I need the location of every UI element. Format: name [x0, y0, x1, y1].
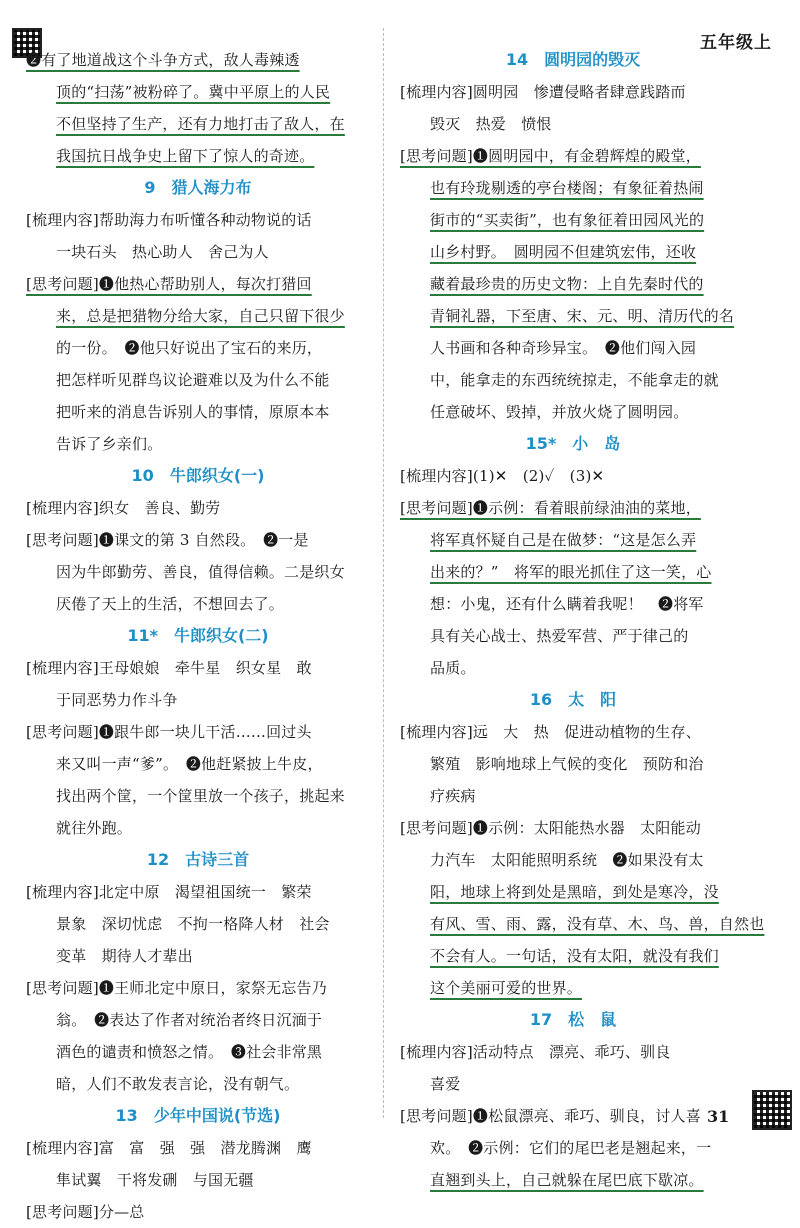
line-text: [梳理内容]王母娘娘 牵牛星 织女星 敢: [26, 659, 312, 677]
line-text: [思考问题]❶松鼠漂亮、乖巧、驯良，讨人喜: [400, 1107, 701, 1125]
line-text: [梳理内容](1)✕ (2)✓ (3)✕: [400, 467, 605, 485]
line-text: 来又叫一声“爹”。 ❷他赶紧披上牛皮，: [56, 755, 323, 773]
line-text: 藏着最珍贵的历史文物：上自先秦时代的: [430, 275, 704, 293]
text-line: [400, 524, 746, 556]
text-line: [400, 1036, 746, 1068]
line-text: 来，总是把猎物分给大家，自己只留下很少: [56, 307, 345, 325]
text-line: [26, 300, 370, 332]
text-line: [400, 460, 746, 492]
text-line: [400, 1068, 746, 1100]
text-line: [400, 1132, 746, 1164]
line-text: 任意破坏、毁掉，并放火烧了圆明园。: [430, 403, 689, 421]
line-text: 厌倦了天上的生活，不想回去了。: [56, 595, 285, 613]
line-text: [思考问题]❶示例：太阳能热水器 太阳能动: [400, 819, 701, 837]
text-line: [400, 108, 746, 140]
line-text: [思考问题]分—总: [26, 1203, 145, 1221]
line-text: 具有关心战士、热爱军营、严于律己的: [430, 627, 689, 645]
text-line: [26, 940, 370, 972]
line-text: [思考问题]❶圆明园中，有金碧辉煌的殿堂，: [400, 147, 701, 165]
line-text: [梳理内容]富 富 强 强 潜龙腾渊 鹰: [26, 1139, 312, 1157]
line-text: ❷有了地道战这个斗争方式，敌人毒辣透: [26, 51, 300, 69]
line-text: 欢。 ❷示例：它们的尾巴老是翘起来，一: [430, 1139, 712, 1157]
text-line: [26, 812, 370, 844]
line-text: 景象 深切忧虑 不拘一格降人材 社会: [56, 915, 330, 933]
text-line: [26, 236, 370, 268]
line-text: 变革 期待人才辈出: [56, 947, 193, 965]
line-text: 一块石头 热心助人 舍己为人: [56, 243, 269, 261]
text-line: [400, 748, 746, 780]
line-text: [梳理内容]织女 善良、勤劳: [26, 499, 221, 517]
line-text: 不但坚持了生产，还有力地打击了敌人，在: [56, 115, 345, 133]
line-text: [思考问题]❶示例：看着眼前绿油油的菜地，: [400, 499, 701, 517]
line-text: 出来的？” 将军的眼光抓住了这一笑，心: [430, 563, 712, 581]
line-text: 于同恶势力作斗争: [56, 691, 178, 709]
text-line: [26, 364, 370, 396]
text-line: [26, 748, 370, 780]
line-text: 酒色的谴责和愤怒之情。 ❸社会非常黑: [56, 1043, 323, 1061]
line-text: 街市的“买卖街”，也有象征着田园风光的: [430, 211, 705, 229]
text-line: [26, 652, 370, 684]
text-line: [400, 204, 746, 236]
line-text: [思考问题]❶王师北定中原日，家祭无忘告乃: [26, 979, 327, 997]
line-text: 不会有人。一句话，没有太阳，就没有我们: [430, 947, 719, 965]
line-text: 这个美丽可爱的世界。: [430, 979, 583, 997]
line-text: [梳理内容]北定中原 渴望祖国统一 繁荣: [26, 883, 312, 901]
line-text: 喜爱: [430, 1075, 461, 1093]
section-title: 11* 牛郎织女(二): [127, 626, 269, 645]
text-line: [26, 1164, 370, 1196]
text-line: [26, 684, 370, 716]
line-text: 暗，人们不敢发表言论，没有朝气。: [56, 1075, 300, 1093]
qr-code-icon: [752, 1090, 792, 1130]
text-line: [26, 972, 370, 1004]
text-line: [400, 908, 765, 940]
text-line: [400, 716, 746, 748]
text-line: [400, 364, 746, 396]
section-title: 10 牛郎织女(一): [131, 466, 265, 485]
text-line: [400, 844, 746, 876]
text-line: [26, 588, 370, 620]
line-text: [梳理内容]远 大 热 促进动植物的生存、: [400, 723, 701, 741]
text-line: [400, 588, 746, 620]
text-line: [26, 1196, 370, 1228]
text-line: [400, 620, 746, 652]
text-line: [400, 812, 746, 844]
grade-label: 五年级上: [700, 33, 772, 53]
line-text: 的一份。 ❷他只好说出了宝石的来历，: [56, 339, 323, 357]
line-text: 青铜礼器，下至唐、宋、元、明、清历代的名: [430, 307, 735, 325]
text-line: [26, 492, 370, 524]
text-line: [26, 1132, 370, 1164]
column-divider: [383, 28, 384, 1118]
line-text: 隼试翼 干将发硎 与国无疆: [56, 1171, 254, 1189]
line-text: 翁。 ❷表达了作者对统治者终日沉湎于: [56, 1011, 323, 1029]
text-line: [400, 1164, 746, 1196]
text-line: [26, 1068, 370, 1100]
line-text: 品质。: [430, 659, 476, 677]
line-text: 找出两个筐，一个筐里放一个孩子，挑起来: [56, 787, 345, 805]
line-text: 把听来的消息告诉别人的事情，原原本本: [56, 403, 330, 421]
text-line: [400, 780, 746, 812]
line-text: 告诉了乡亲们。: [56, 435, 163, 453]
text-line: [26, 876, 370, 908]
line-text: 疗疾病: [430, 787, 476, 805]
line-text: [思考问题]❶课文的第 3 自然段。 ❷一是: [26, 531, 309, 549]
line-text: 毁灭 热爱 愤恨: [430, 115, 552, 133]
text-line: [400, 556, 746, 588]
text-line: [26, 716, 370, 748]
section-title: 16 太 阳: [529, 690, 617, 709]
line-text: 山乡村野。 圆明园不但建筑宏伟，还收: [430, 243, 697, 261]
text-line: [26, 908, 370, 940]
text-line: [400, 332, 746, 364]
line-text: 繁殖 影响地球上气候的变化 预防和治: [430, 755, 704, 773]
text-line: [400, 940, 746, 972]
text-line: [400, 396, 746, 428]
text-line: [26, 332, 370, 364]
line-text: 直翘到头上，自己就躲在尾巴底下歇凉。: [430, 1171, 704, 1189]
text-line: [400, 76, 746, 108]
text-line: [400, 172, 746, 204]
section-title: 9 猎人海力布: [144, 178, 252, 197]
page-number: 31: [707, 1107, 730, 1126]
text-line: [400, 972, 746, 1004]
text-line: [26, 108, 370, 140]
text-line: [26, 268, 370, 300]
section-title: 13 少年中国说(节选): [115, 1106, 281, 1125]
line-text: [梳理内容]帮助海力布听懂各种动物说的话: [26, 211, 312, 229]
line-text: 中，能拿走的东西统统掠走，不能拿走的就: [430, 371, 719, 389]
text-line: [26, 428, 370, 460]
text-line: [400, 652, 746, 684]
line-text: 也有玲珑剔透的亭台楼阁；有象征着热闹: [430, 179, 704, 197]
text-line: [26, 556, 370, 588]
line-text: 阳，地球上将到处是黑暗，到处是寒冷，没: [430, 883, 719, 901]
line-text: 我国抗日战争史上留下了惊人的奇迹。: [56, 147, 315, 165]
line-text: 顶的“扫荡”被粉碎了。冀中平原上的人民: [56, 83, 331, 101]
text-line: [400, 492, 746, 524]
text-line: [26, 76, 370, 108]
text-line: [26, 524, 370, 556]
line-text: 将军真怀疑自己是在做梦：“这是怎么弄: [430, 531, 697, 549]
right-column: [400, 44, 765, 1196]
section-title: 14 圆明园的毁灭: [505, 50, 641, 69]
line-text: 就往外跑。: [56, 819, 133, 837]
line-text: 想：小鬼，还有什么瞒着我呢！ ❷将军: [430, 595, 704, 613]
line-text: 人书画和各种奇珍异宝。 ❷他们闯入园: [430, 339, 697, 357]
text-line: [400, 140, 746, 172]
text-line: [400, 1100, 746, 1132]
section-title: 17 松 鼠: [529, 1010, 617, 1029]
line-text: [梳理内容]圆明园 惨遭侵略者肆意践踏而: [400, 83, 686, 101]
text-line: [26, 396, 370, 428]
text-line: [400, 300, 746, 332]
line-text: 有风、雪、雨、露，没有草、木、鸟、兽，自然也: [430, 915, 765, 933]
text-line: [400, 268, 746, 300]
line-text: 因为牛郎勤劳、善良，值得信赖。二是织女: [56, 563, 345, 581]
text-line: [26, 780, 370, 812]
text-line: [26, 1004, 370, 1036]
line-text: [思考问题]❶他热心帮助别人，每次打猎回: [26, 275, 312, 293]
text-line: [26, 44, 370, 76]
text-line: [400, 236, 746, 268]
text-line: [400, 876, 746, 908]
text-line: [26, 1036, 370, 1068]
left-column: [26, 44, 370, 1228]
line-text: [思考问题]❶跟牛郎一块儿干活……回过头: [26, 723, 312, 741]
line-text: [梳理内容]活动特点 漂亮、乖巧、驯良: [400, 1043, 671, 1061]
section-title: 15* 小 岛: [525, 434, 621, 453]
line-text: 把怎样听见群鸟议论避难以及为什么不能: [56, 371, 330, 389]
section-title: 12 古诗三首: [146, 850, 250, 869]
line-text: 力汽车 太阳能照明系统 ❷如果没有太: [430, 851, 704, 869]
text-line: [26, 204, 370, 236]
text-line: [26, 140, 370, 172]
